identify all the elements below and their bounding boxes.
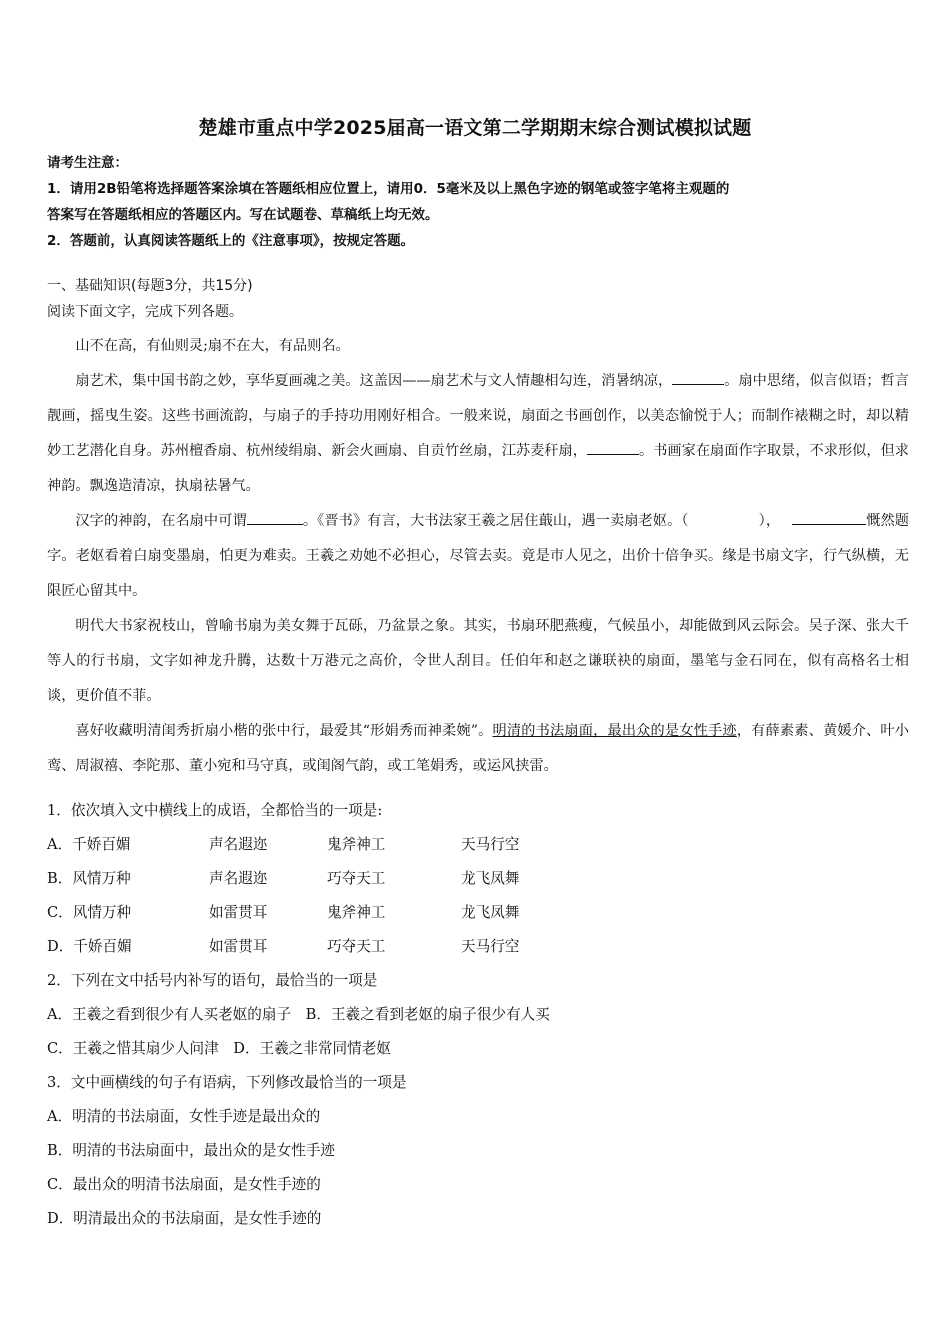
passage-text: 。《晋书》有言，大书法家王羲之居住蕺山，遇一卖扇老妪。（ (302, 513, 689, 529)
option-phrase: 巧夺天工 (327, 870, 386, 887)
question-2-stem: 2．下列在文中括号内补写的语句，最恰当的一项是 (47, 972, 378, 989)
passage-paragraph-3 (47, 504, 909, 609)
question-1-stem: 1．依次填入文中横线上的成语，全都恰当的一项是: (47, 802, 383, 819)
option-phrase: 如雷贯耳 (209, 938, 268, 955)
passage-text: ，有薛素素、黄媛介、叶小鸾、周淑禧、李陀那、董小宛和马守真，或闺阁气韵，或工笔娟秀，或运风挟雷。 (47, 723, 909, 774)
passage-text: 慨然题字。老妪看着白扇变墨扇，怕更为难卖。王羲之劝她不必担心，尽管去卖。竟是市人见之，出价十倍争买。缘是书扇文字，行气纵横，无限匠心留其中。 (47, 513, 909, 599)
question-3-stem: 3．文中画横线的句子有语病，下列修改最恰当的一项是 (47, 1074, 407, 1091)
option-phrase: 如雷贯耳 (209, 904, 268, 921)
passage-text: 。扇中思绪，似言似语；哲言靓画，摇曳生姿。这些书画流韵，与扇子的手持功用刚好相合。一般来说，扇面之书画创作，以美态愉悦于人；而制作裱糊之时，却以精妙工艺潜化自身。苏州檀香扇、杭州绫绢扇、新会火画扇、自贡竹丝扇，江苏麦秆扇， (47, 373, 909, 459)
option-phrase: 鬼斧神工 (327, 904, 386, 921)
passage-paragraph-2 (47, 364, 909, 504)
notice-heading: 请考生注意： (47, 155, 128, 171)
option-phrase: 天马行空 (461, 938, 520, 955)
passage-text: 扇艺术，集中国书韵之妙，享华夏画魂之美。这盖因——扇艺术与文人情趣相勾连，消暑纳凉， (75, 373, 673, 389)
answer-blank (587, 440, 639, 455)
notice-line-2: 答案写在答题纸相应的答题区内。写在试题卷、草稿纸上均无效。 (47, 207, 439, 223)
underlined-sentence: 明清的书法扇面，最出众的是女性手迹 (492, 723, 737, 739)
notice-line-1: 1．请用2B铅笔将选择题答案涂填在答题纸相应位置上，请用0．5毫米及以上黑色字迹的钢笔或签字笔将主观题的 (47, 181, 730, 197)
passage-paragraph-5 (47, 714, 909, 784)
option-phrase: D．千娇百媚 (47, 938, 132, 955)
passage-text: ）， (758, 513, 781, 529)
question-1-option-c (47, 896, 909, 930)
exam-notice (47, 150, 907, 254)
option-phrase: B．风情万种 (47, 870, 131, 887)
option-phrase: 声名遐迩 (209, 836, 268, 853)
page-title: 楚雄市重点中学2025届高一语文第二学期期末综合测试模拟试题 (198, 117, 752, 139)
option-phrase: 巧夺天工 (327, 938, 386, 955)
option-phrase: A．千娇百媚 (47, 836, 131, 853)
question-3-option-b: B．明清的书法扇面中，最出众的是女性手迹 (47, 1142, 336, 1159)
question-3-option-d: D．明清最出众的书法扇面，是女性手迹的 (47, 1210, 322, 1227)
answer-blank (247, 510, 303, 525)
passage-text: 喜好收藏明清闺秀折扇小楷的张中行，最爱其“形娟秀而神柔婉”。 (75, 723, 493, 739)
option-phrase: 天马行空 (461, 836, 520, 853)
answer-blank (792, 510, 866, 525)
passage-text: 汉字的神韵，在名扇中可谓 (75, 513, 247, 529)
option-phrase: C．风情万种 (47, 904, 132, 921)
answer-blank (672, 370, 724, 385)
passage-paragraph-4: 明代大书家祝枝山，曾喻书扇为美女舞于瓦砾，乃盆景之象。其实，书扇环肥燕瘦，气候虽小，却能做到风云际会。吴子深、张大千等人的行书扇，文字如神龙升腾，达数十万港元之高价，令世人刮目。任伯年和赵之谦联袂的扇面，墨笔与金石同在，似有高格名士相谈，更价值不菲。 (47, 618, 909, 704)
question-1-option-b (47, 862, 909, 896)
passage-paragraph-1: 山不在高，有仙则灵;扇不在大，有品则名。 (75, 338, 350, 354)
option-phrase: 龙飞凤舞 (461, 904, 520, 921)
option-phrase: 鬼斧神工 (327, 836, 386, 853)
question-2-options-cd: C．王羲之惜其扇少人问津 D．王羲之非常同情老妪 (47, 1040, 391, 1057)
section-intro: 阅读下面文字，完成下列各题。 (47, 304, 243, 320)
question-2-options-ab: A．王羲之看到很少有人买老妪的扇子 B．王羲之看到老妪的扇子很少有人买 (47, 1006, 550, 1023)
question-1-option-a (47, 828, 909, 862)
option-phrase: 声名遐迩 (209, 870, 268, 887)
questions (47, 794, 909, 1236)
question-3-option-a: A．明清的书法扇面，女性手迹是最出众的 (47, 1108, 321, 1125)
passage-text: 。书画家在扇面作字取景，不求形似，但求神韵。飘逸造清凉，执扇祛暑气。 (47, 443, 909, 494)
option-phrase: 龙飞凤舞 (461, 870, 520, 887)
reading-passage (47, 329, 909, 784)
question-3-option-c: C．最出众的明清书法扇面，是女性手迹的 (47, 1176, 321, 1193)
question-1-option-d (47, 930, 909, 964)
notice-line-3: 2．答题前，认真阅读答题纸上的《注意事项》，按规定答题。 (47, 233, 415, 249)
section-heading: 一、基础知识(每题3分，共15分) (47, 278, 253, 294)
